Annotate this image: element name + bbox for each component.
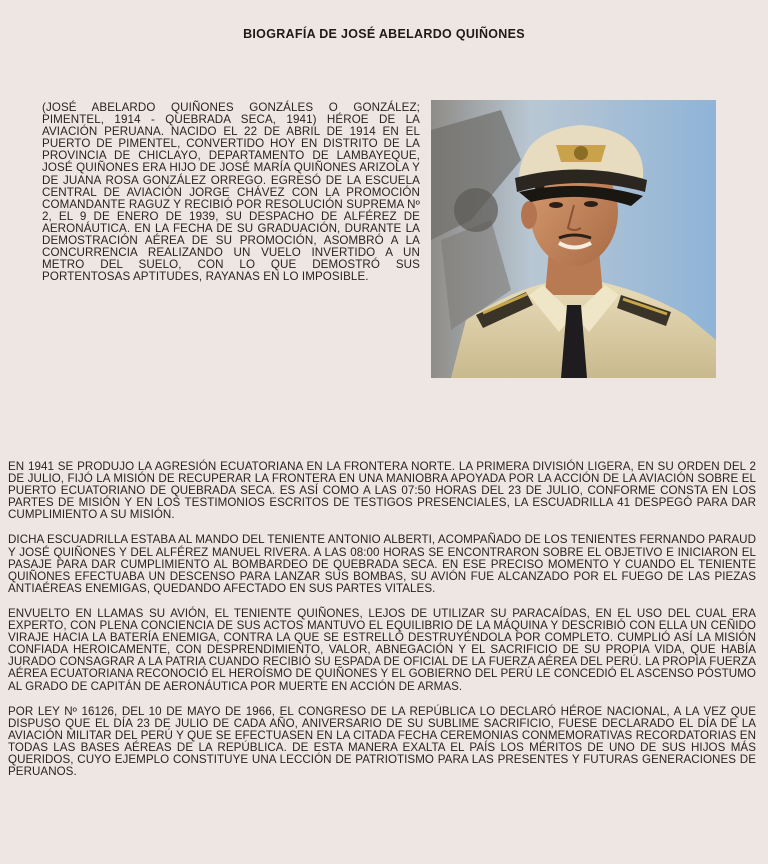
body-paragraph: EN 1941 SE PRODUJO LA AGRESIÓN ECUATORIANA EN LA FRONTERA NORTE. LA PRIMERA DIVISIÓN LIGERA, EN SU ORDEN DEL 2 DE JULIO, FIJÓ LA MISIÓN DE RECUPERAR LA FRONTERA EN UNA MANIOBRA APOYADA POR LA ACCIÓN DE LA AVIACIÓN SOBRE EL PUERTO ECUATORIANO DE QUEBRADA SECA. ES ASÍ COMO A LAS 07:50 HORAS DEL 23 DE JULIO, CONFORME CONSTA EN LOS PARTES DE MISIÓN Y EN LOS TESTIMONIOS ESCRITOS DE TESTIGOS PRESENCIALES, LA ESCUADRILLA 41 DESPEGÓ PARA DAR CUMPLIMIENTO A SU MISIÓN. xyxy=(8,460,756,522)
body-paragraph: DICHA ESCUADRILLA ESTABA AL MANDO DEL TENIENTE ANTONIO ALBERTI, ACOMPAÑADO DE LOS TENIENTES FERNANDO PARAUD Y JOSÉ QUIÑONES Y DEL ALFÉREZ MANUEL RIVERA. A LAS 08:00 HORAS SE ENCONTRARON SOBRE EL OBJETIVO E INICIARON EL PASAJE PARA DAR CUMPLIMIENTO AL BOMBARDEO DE QUEBRADA SECA. EN ESE PRECISO MOMENTO Y CUANDO EL TENIENTE QUIÑONES EFECTUABA UN DESCENSO PARA LANZAR SUS BOMBAS, SU AVIÓN FUE ALCANZADO POR EL FUEGO DE LAS PIEZAS ANTIAÉREAS ENEMIGAS, QUEDANDO AFECTADO EN SUS PARTES VITALES. xyxy=(8,533,756,595)
intro-paragraph: (JOSÉ ABELARDO QUIÑONES GONZÁLES O GONZÁLEZ; PIMENTEL, 1914 - QUEBRADA SECA, 1941) HÉROE DE LA AVIACIÓN PERUANA. NACIDO EL 22 DE ABRIL DE 1914 EN EL PUERTO DE PIMENTEL, CONVERTIDO HOY EN DISTRITO DE LA PROVINCIA DE CHICLAYO, DEPARTAMENTO DE LAMBAYEQUE, JOSÉ QUIÑONES ERA HIJO DE JOSÉ MARÍA QUIÑONES ARIZOLA Y DE JUANA ROSA GONZÁLEZ ORREGO. EGRESÓ DE LA ESCUELA CENTRAL DE AVIACIÓN JORGE CHÁVEZ CON LA PROMOCIÓN COMANDANTE RAGUZ Y RECIBIÓ POR RESOLUCIÓN SUPREMA Nº 2, EL 9 DE ENERO DE 1939, SU DESPACHO DE ALFÉREZ DE AERONÁUTICA. EN LA FECHA DE SU GRADUACIÓN, DURANTE LA DEMOSTRACIÓN AÉREA DE SU PROMOCIÓN, ASOMBRÓ A LA CONCURRENCIA REALIZANDO UN VUELO INVERTIDO A UN METRO DEL SUELO, CON LO QUE DEMOSTRÓ SUS PORTENTOSAS APTITUDES, RAYANAS EN LO IMPOSIBLE. xyxy=(42,101,420,284)
biography-body xyxy=(8,461,756,791)
body-paragraph: POR LEY Nº 16126, DEL 10 DE MAYO DE 1966, EL CONGRESO DE LA REPÚBLICA LO DECLARÓ HÉROE NACIONAL, A LA VEZ QUE DISPUSO QUE EL DÍA 23 DE JULIO DE CADA AÑO, ANIVERSARIO DE SU SUBLIME SACRIFICIO, FUESE DECLARADO EL DÍA DE LA AVIACIÓN MILITAR DEL PERÚ Y QUE SE EFECTUASEN EN LA CITADA FECHA CEREMONIAS CONMEMORATIVAS RECORDATORIAS EN TODAS LAS BASES AÉREAS DE LA REPÚBLICA. DE ESTA MANERA EXALTA EL PAÍS LOS MÉRITOS DE UNO DE SUS HIJOS MÁS QUERIDOS, CUYO EJEMPLO CONSTITUYE UNA LECCIÓN DE PATRIOTISMO PARA LAS PRESENTES Y FUTURAS GENERACIONES DE PERUANOS. xyxy=(8,704,756,779)
body-paragraph: ENVUELTO EN LLAMAS SU AVIÓN, EL TENIENTE QUIÑONES, LEJOS DE UTILIZAR SU PARACAÍDAS, EN EL USO DEL CUAL ERA EXPERTO, CON PLENA CONCIENCIA DE SUS ACTOS MANTUVO EL EQUILIBRIO DE LA MÁQUINA Y DESCRIBIÓ CON ELLA UN CEÑIDO VIRAJE HACIA LA BATERÍA ENEMIGA, CONTRA LA QUE SE ESTRELLÓ DESTRUYÉNDOLA POR COMPLETO. CUMPLIÓ ASÍ LA MISIÓN CONFIADA HEROICAMENTE, CON DESPRENDIMIENTO, VALOR, ABNEGACIÓN Y EL SACRIFICIO DE SU PROPIA VIDA, QUE HABÍA JURADO CONSAGRAR A LA PATRIA CUANDO RECIBIÓ SU ESPADA DE OFICIAL DE LA FUERZA AÉREA DEL PERÚ. LA PROPIA FUERZA AÉREA ECUATORIANA RECONOCIÓ EL HEROÍSMO DE QUIÑONES Y EL GOBIERNO DEL PERÚ LE CONCEDIÓ EL ASCENSO PÓSTUMO AL GRADO DE CAPITÁN DE AERONÁUTICA POR MUERTE EN ACCIÓN DE ARMAS. xyxy=(8,606,756,693)
page-title: BIOGRAFÍA DE JOSÉ ABELARDO QUIÑONES xyxy=(243,27,525,41)
portrait-image xyxy=(431,100,716,378)
